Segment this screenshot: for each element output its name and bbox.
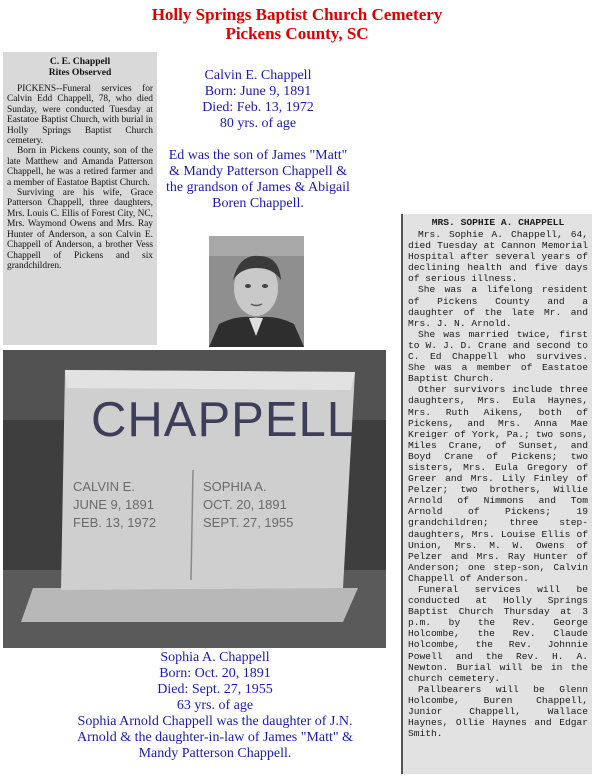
headstone-left-died: FEB. 13, 1972: [73, 515, 157, 530]
sophia-died: Died: Sept. 27, 1955: [157, 682, 273, 697]
sophia-age: 63 yrs. of age: [176, 698, 254, 713]
clipping-paragraph: Born in Pickens county, son of the late Matthew and Amanda Patterson Chappell, he was a retired farmer and a member of Eastatoe Baptist Church.: [7, 146, 153, 188]
headstone-right-died: SEPT. 27, 1955: [203, 515, 294, 530]
clipping-paragraph: Mrs. Sophie A. Chappell, 64, died Tuesday at Cannon Memorial Hospital after several years of declining health and five days of serious illness.: [408, 229, 588, 285]
sophia-info: [70, 650, 360, 762]
clipping-paragraph: Other survivors include three daughters, Mrs. Eula Haynes, Mrs. Ruth Aikens, both of Pickens, and Mrs. Anna Mae Kreiger of York, Pa.; two sons, Miles Crane, of Sunset, and Boyd Crane of Pickens; two sisters, Mrs. Eula Gregory of Greer and Mrs. Lily Finley of Pelzer; two brothers, Willie Arnold of Nimmons and Tom Arnold of Pickens; 19 grandchildren; three step-daughters, Mrs. Louise Ellis of Union, Mrs. M. W. Owens of Pelzer and Mrs. Ray Hunter of Anderson; one step-son, Calvin Chappell of Anderson.: [408, 384, 588, 584]
calvin-died: Died: Feb. 13, 1972: [202, 100, 314, 115]
clipping-paragraph: Funeral services will be conducted at Holly Springs Baptist Church Thursday at 3 p.m. by the Rev. George Holcombe, the Rev. Claude Holcombe, the Rev. Johnnie Powell and the Rev. H. A. Newton. Burial will be in the church cemetery.: [408, 584, 588, 684]
portrait-image: [209, 236, 304, 347]
sophia-name: Sophia A. Chappell: [160, 650, 270, 665]
sophia-note: Sophia Arnold Chappell was the daughter of J.N. Arnold & the daughter-in-law of James "Matt" & Mandy Patterson Chappell.: [77, 714, 353, 761]
headstone-left-inscription: [73, 478, 185, 532]
page-title: Holly Springs Baptist Church Cemetery: [151, 5, 443, 24]
headstone-right-inscription: [203, 478, 329, 532]
clipping-headline: MRS. SOPHIE A. CHAPPELL: [431, 217, 565, 228]
clipping-headline: C. E. Chappell: [49, 56, 111, 67]
calvin-note: Ed was the son of James "Matt" & Mandy Patterson Chappell & the grandson of James & Abigail Boren Chappell.: [166, 148, 350, 211]
clipping-paragraph: She was married twice, first to W. J. D. Crane and second to C. Ed Chappell who survives. She was a member of Eastatoe Baptist Church.: [408, 328, 588, 385]
headstone-left-born: JUNE 9, 1891: [73, 497, 154, 512]
clipping-subheadline: Rites Observed: [48, 67, 112, 78]
headstone-right-born: OCT. 20, 1891: [203, 497, 287, 512]
page-subtitle: Pickens County, SC: [225, 24, 369, 43]
calvin-age: 80 yrs. of age: [219, 116, 297, 131]
sophia-obituary-clipping: [401, 214, 592, 774]
clipping-paragraph: Pallbearers will be Glenn Holcombe, Buren Chappell, Junior Chappell, Wallace Haynes, Ollie Haynes and Edgar Smith.: [408, 683, 588, 740]
calvin-info: [165, 68, 351, 212]
clipping-paragraph: PICKENS--Funeral services for Calvin Edd Chappell, 78, who died Sunday, were conducted Tuesday at Eastatoe Baptist Church, with burial in Holly Springs Baptist Church cemetery.: [7, 84, 153, 147]
calvin-portrait-photo: [209, 236, 304, 347]
headstone-right-name: SOPHIA A.: [203, 479, 267, 494]
calvin-obituary-clipping: [3, 52, 157, 345]
headstone-photo: [3, 350, 386, 648]
clipping-paragraph: Surviving are his wife, Grace Patterson Chappell, three daughters, Mrs. Louis C. Ellis of Forest City, NC, Mrs. Waymond Owens and Mrs. Ray Hunter of Anderson, a son Calvin E. Chappell of Anderson, a brother Vess Chappell of Pickens and six grandchildren.: [7, 188, 153, 271]
calvin-name: Calvin E. Chappell: [204, 68, 312, 83]
headstone-surname: CHAPPELL: [91, 393, 356, 447]
sophia-born: Born: Oct. 20, 1891: [159, 666, 271, 681]
calvin-born: Born: June 9, 1891: [204, 84, 312, 99]
headstone-left-name: CALVIN E.: [73, 479, 135, 494]
clipping-paragraph: She was a lifelong resident of Pickens County and a daughter of the late Mr. and Mrs. J. N. Arnold.: [408, 284, 588, 329]
